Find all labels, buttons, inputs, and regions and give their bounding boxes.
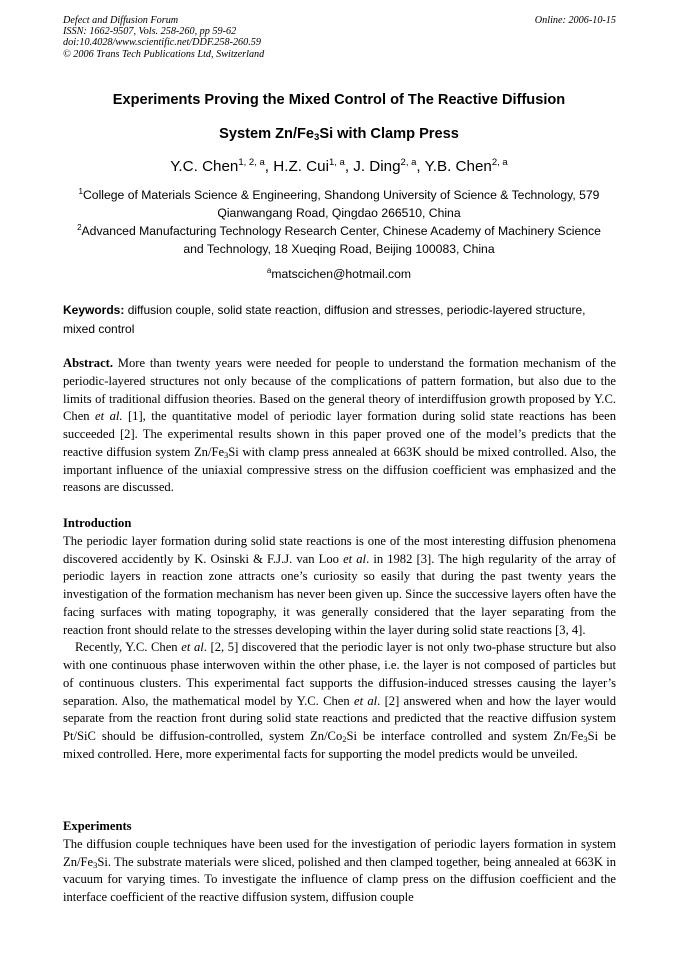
author-email: $^a$matscichen@hotmail.com [266, 266, 412, 281]
doi-line: doi:10.4028/www.scientific.net/DDF.258-260.59 [63, 37, 261, 49]
author: Y.B. Chen$^{2, a}$ [424, 157, 508, 175]
paragraph: The diffusion couple techniques have been used for the investigation of periodic layers formation in system $Zn/Fe_3Si$. The substrate materials were sliced, polished and then clamped together, being annealed at 663K in vacuum for varying times. To investigate the influence of clamp press on the diffusion coefficient and the interface coefficient of the reactive diffusion system, diffusion couple [63, 836, 616, 904]
section-heading: Experiments [63, 819, 132, 833]
paragraph: The periodic layer formation during solid state reactions is one of the most interesting diffusion phenomena discovered accidently by K. Osinski & F.J.J. van Loo et al. in 1982 [3]. The high regularity of the array of periodic layers in reaction zone attracts one’s curiosity so easily that during the past twenty years the investigation of the formation mechanism has never been given up. Since the successive layers often have the facing surfaces with mating topography, it was generally considered that the layer separating from the reaction front should relate to the stresses developing within the layer during solid state reactions [3, 4]. [63, 533, 616, 637]
experiments-section [63, 818, 616, 907]
paper-title-line-1: Experiments Proving the Mixed Control of The Reactive Diffusion [112, 92, 566, 108]
issn-line: ISSN: 1662-9507, Vols. 258-260, pp 59-62 [63, 26, 237, 38]
abstract-label: Abstract. [63, 356, 114, 370]
keywords-text: diffusion couple, solid state reaction, diffusion and stresses, periodic-layered structure, mixed control [63, 303, 586, 336]
section-heading: Introduction [63, 516, 132, 530]
introduction-section [63, 515, 616, 764]
journal-header [63, 15, 616, 60]
keywords [63, 301, 616, 338]
author: J. Ding$^{2, a}$, [353, 157, 425, 175]
paper-title-line-2: System $Zn/Fe_3Si$ with Clamp Press [219, 126, 459, 143]
copyright-line: © 2006 Trans Tech Publications Ltd, Switzerland [63, 48, 265, 60]
abstract: Abstract. More than twenty years were needed for people to understand the formation mechanism of the periodic-layered structures not only because of the complications of pattern formation, but also due to the limits of traditional diffusion theories. Based on the general theory of interdiffusion growth proposed by Y.C. Chen et al. [1], the quantitative model of periodic layer formation during solid state reactions has been succeeded [2]. The experimental results shown in this paper proved one of the model’s predicts that the reactive diffusion system $Zn/Fe_3Si$ with clamp press annealed at 663K should be mixed controlled. Also, the important influence of the uniaxial compressive stress on the diffusion coefficient was emphasized and the reasons are discussed. [63, 356, 617, 495]
keywords-label: Keywords: [63, 303, 125, 317]
paragraph: Recently, Y.C. Chen et al. [2, 5] discovered that the periodic layer is not only two-phase structure but also with one continuous phase interwoven within the other phase, i.e. the layer is not composed of particles but of continuous clusters. This experimental fact supports the diffusion-induced stresses causing the layer’s separation. Also, the mathematical model by Y.C. Chen et al. [2] answered when and how the layer would separate from the reaction front during solid state reactions and predicted that the reactive diffusion system Pt/SiC should be diffusion-controlled, system $Zn/Co_2Si$ be interface controlled and system $Zn/Fe_3Si$ be mixed controlled. Here, more experimental facts for supporting the model predicts would be unveiled. [63, 640, 616, 761]
affiliation-1: $^1$College of Materials Science & Engineering, Shandong University of Science & Technology, 579 Qianwangang Road, Qingdao 266510, China [78, 187, 600, 220]
affiliation-2: $^2$Advanced Manufacturing Technology Research Center, Chinese Academy of Machinery Science and Technology, 18 Xueqing Road, Beijing 100083, China [77, 223, 601, 256]
author: H.Z. Cui$^{1, a}$, [273, 157, 354, 175]
online-date: Online: 2006-10-15 [534, 15, 616, 26]
journal-name: Defect and Diffusion Forum [63, 15, 179, 26]
author: Y.C. Chen$^{1, 2, a}$, [170, 157, 274, 175]
author-list [40, 158, 638, 175]
